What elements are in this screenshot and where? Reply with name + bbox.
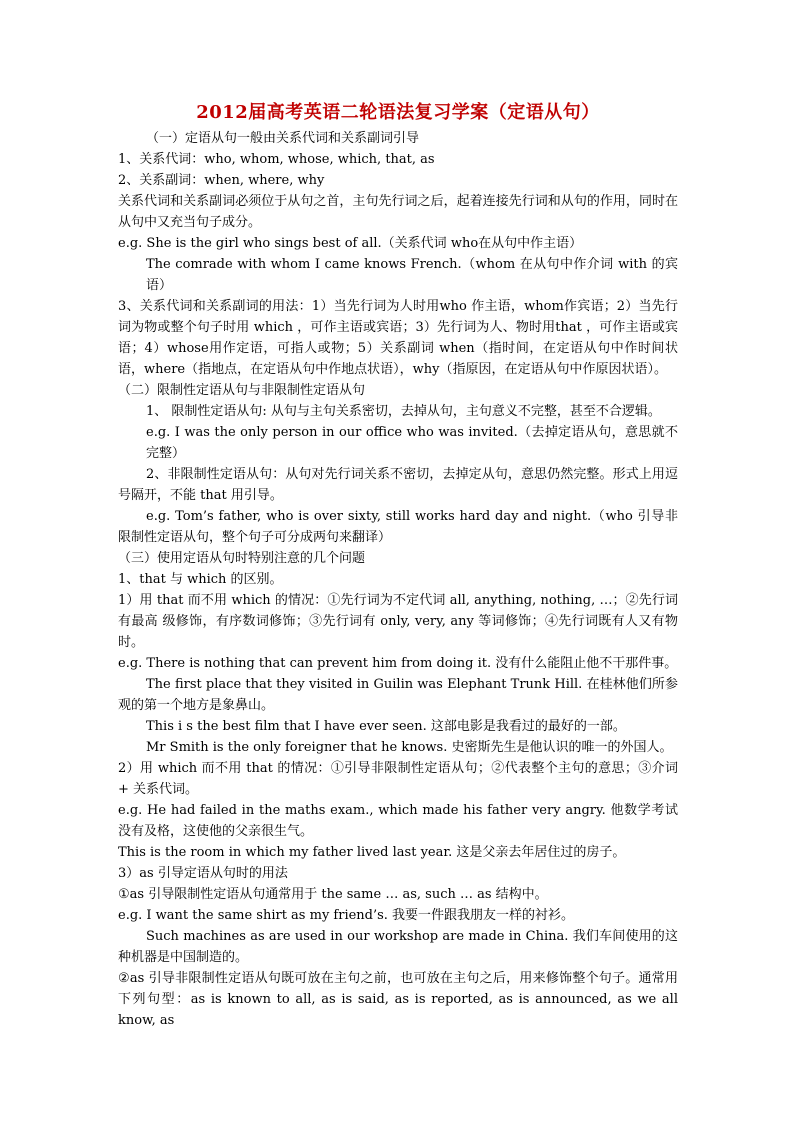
paragraph: 2）用 which 而不用 that 的情况：①引导非限制性定语从句；②代表整个主句的意思；③介词 + 关系代词。 [118,761,683,797]
paragraph: 1）用 that 而不用 which 的情况：①先行词为不定代词 all, anything, nothing, …；②先行词有最高 级修饰，有序数词修饰；③先行词有 only, very, any 等词修饰；④先行词既有人又有物时。 [118,593,678,650]
paragraph: 1、 限制性定语从句: 从句与主句关系密切，去掉从句，主句意义不完整，甚至不合逻辑。 [146,404,661,419]
paragraph: 1、that 与 which 的区别。 [118,572,283,587]
paragraph: 3、关系代词和关系副词的用法：1）当先行词为人时用who 作主语，whom作宾语；2）当先行词为物或整个句子时用 which ，可作主语或宾语；3）先行词为人、物时用that ，可作主语或宾语；4）whose用作定语，可指人或物；5）关系副词 when（指时间，在定语从句中作时间状语，where（指地点，在定语从句中作地点状语），why（指原因，在定语从句中作原因状语）。 [118,299,678,377]
paragraph: This is the room in which my father lived last year. 这是父亲去年居住过的房子。 [118,845,626,860]
paragraph: 1、关系代词：who, whom, whose, which, that, as [118,152,435,167]
paragraph: e.g. I want the same shirt as my friend’s. 我要一件跟我朋友一样的衬衫。 [118,908,575,923]
paragraph: ①as 引导限制性定语从句通常用于 the same … as, such … as 结构中。 [118,887,548,902]
paragraph: e.g. She is the girl who sings best of all.（关系代词 who在从句中作主语） [118,236,583,251]
document-page [118,100,683,1031]
paragraph: This i s the best film that I have ever seen. 这部电影是我看过的最好的一部。 [146,719,626,734]
paragraph: 2、非限制性定语从句：从句对先行词关系不密切，去掉定从句，意思仍然完整。形式上用逗号隔开，不能 that 用引导。 [118,467,678,503]
paragraph: e.g. There is nothing that can prevent him from doing it. 没有什么能阻止他不干那件事。 [118,656,678,671]
paragraph: e.g. Tom’s father, who is over sixty, still works hard day and night.（who 引导非限制性定语从句，整个句子可分成两句来翻译） [118,509,678,545]
paragraph: Mr Smith is the only foreigner that he knows. 史密斯先生是他认识的唯一的外国人。 [146,740,673,755]
paragraph: （一）定语从句一般由关系代词和关系副词引导 [146,131,420,146]
paragraph: 关系代词和关系副词必须位于从句之首，主句先行词之后，起着连接先行词和从句的作用，同时在从句中又充当句子成分。 [118,194,678,230]
paragraph: The comrade with whom I came knows French.（whom 在从句中作介词 with 的宾语） [146,257,678,293]
paragraph: The first place that they visited in Guilin was Elephant Trunk Hill. 在桂林他们所参观的第一个地方是象鼻山。 [118,677,678,713]
paragraph: ②as 引导非限制性定语从句既可放在主句之前，也可放在主句之后，用来修饰整个句子。通常用下列句型：as is known to all, as is said, as is reported, as is announced, as we all know, as [118,971,683,1028]
paragraph: 2、关系副词：when, where, why [118,173,325,188]
paragraph: （三）使用定语从句时特别注意的几个问题 [118,551,366,566]
paragraph: e.g. I was the only person in our office who was invited.（去掉定语从句，意思就不完整） [146,425,678,461]
paragraph: e.g. He had failed in the maths exam., which made his father very angry. 他数学考试没有及格，这使他的父亲很生气。 [118,803,678,839]
paragraph: （二）限制性定语从句与非限制性定语从句 [118,383,366,398]
paragraph: 3）as 引导定语从句时的用法 [118,866,288,881]
document-body [118,128,683,1031]
paragraph: Such machines as are used in our workshop are made in China. 我们车间使用的这种机器是中国制造的。 [118,929,678,965]
document-title: 2012届高考英语二轮语法复习学案（定语从句） [196,102,600,123]
